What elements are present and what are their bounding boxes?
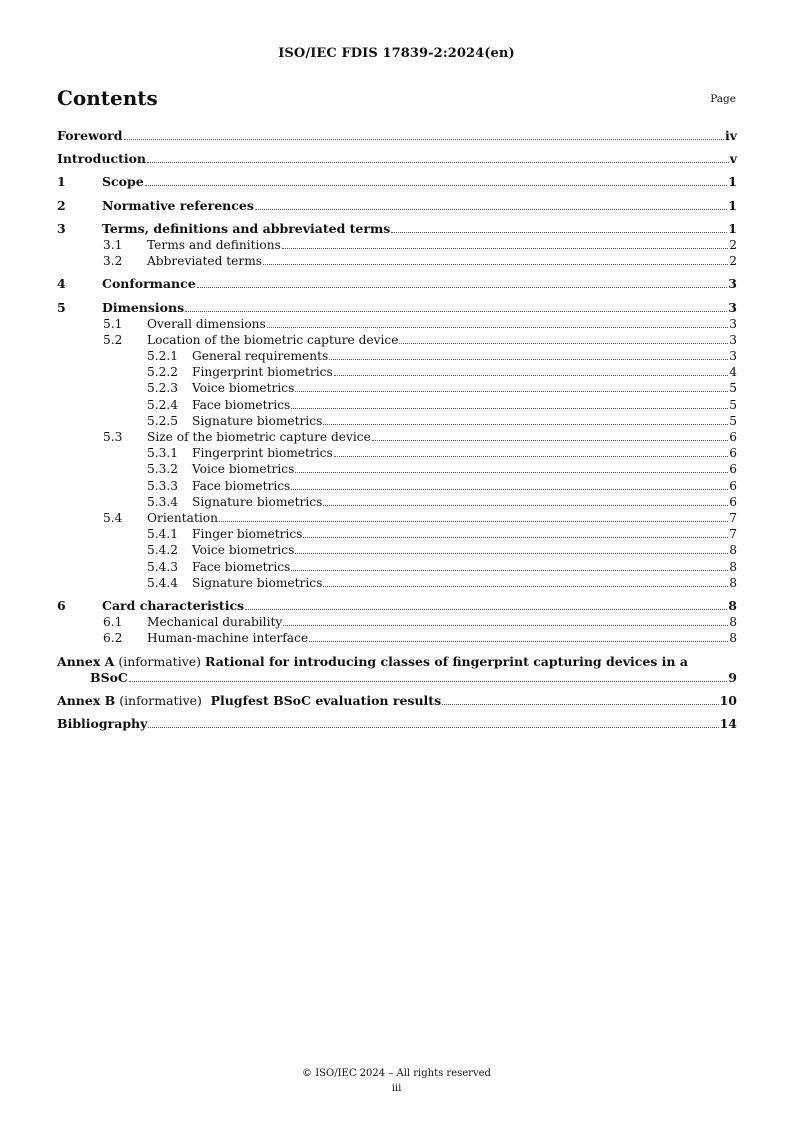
toc-entry-size[interactable]	[57, 429, 737, 445]
toc-entry-normative-references[interactable]	[57, 198, 737, 214]
toc-page: 7	[729, 527, 737, 542]
toc-entry-annex-b[interactable]	[57, 693, 737, 709]
toc-number: 2	[57, 197, 66, 213]
annex-title: Rational for introducing classes of fingerprint capturing devices in a	[205, 653, 688, 669]
toc-number: 5.2.3	[147, 381, 179, 396]
toc-number: 6	[57, 598, 66, 614]
annex-label: Annex A	[57, 653, 115, 669]
toc-title: Fingerprint biometrics	[192, 446, 333, 461]
dot-leader	[442, 704, 718, 705]
toc-page: 8	[728, 598, 737, 614]
toc-entry-orientation-finger[interactable]	[57, 526, 737, 542]
toc-page: 8	[729, 631, 737, 646]
toc-number: 5.4.2	[147, 543, 179, 558]
dot-leader	[329, 359, 728, 360]
dot-leader	[295, 553, 728, 554]
toc-page: 10	[719, 692, 737, 708]
toc-number: 1	[57, 174, 66, 190]
toc-number: 3	[57, 220, 66, 236]
toc-entry-mechanical-durability[interactable]	[57, 614, 737, 630]
toc-title: Terms and definitions	[147, 237, 281, 252]
toc-page: 8	[729, 615, 737, 630]
table-of-contents	[57, 128, 737, 732]
toc-title: Abbreviated terms	[147, 253, 263, 268]
toc-entry-general-requirements[interactable]	[57, 348, 737, 364]
toc-title: Finger biometrics	[192, 527, 303, 542]
toc-page: 6	[729, 494, 737, 509]
toc-title: Signature biometrics	[192, 494, 323, 509]
toc-number: 5.2.1	[147, 348, 179, 363]
dot-leader	[291, 489, 728, 490]
dot-leader	[147, 162, 729, 163]
toc-page: 6	[729, 462, 737, 477]
annex-kind: (informative)	[119, 692, 202, 708]
toc-number: 5.3	[103, 429, 123, 444]
toc-page: 6	[729, 446, 737, 461]
toc-entry-foreword[interactable]	[57, 128, 737, 144]
toc-page: 9	[728, 669, 737, 685]
toc-title: Mechanical durability	[147, 615, 283, 630]
dot-leader	[391, 232, 727, 233]
toc-title: Voice biometrics	[192, 462, 295, 477]
toc-entry-overall-dimensions[interactable]	[57, 316, 737, 332]
dot-leader	[263, 264, 728, 265]
toc-page: 1	[728, 174, 737, 190]
dot-leader	[323, 586, 728, 587]
toc-title: Face biometrics	[192, 478, 291, 493]
toc-title: Normative references	[102, 197, 254, 213]
toc-title: Orientation	[147, 510, 218, 525]
toc-entry-location-fingerprint[interactable]	[57, 364, 737, 380]
toc-entry-orientation-voice[interactable]	[57, 542, 737, 558]
toc-page: 1	[728, 220, 737, 236]
toc-page: 7	[729, 510, 737, 525]
toc-entry-location-voice[interactable]	[57, 380, 737, 396]
toc-entry-conformance[interactable]	[57, 276, 737, 292]
toc-title: Face biometrics	[192, 559, 291, 574]
dot-leader	[245, 609, 727, 610]
toc-entry-terms[interactable]	[57, 221, 737, 237]
toc-page: 5	[729, 397, 737, 412]
dot-leader	[323, 424, 728, 425]
toc-number: 5.4.4	[147, 575, 179, 590]
toc-title: Foreword	[57, 128, 123, 143]
toc-number: 5.4.1	[147, 527, 179, 542]
toc-page: 3	[729, 348, 737, 363]
toc-entry-scope[interactable]	[57, 174, 737, 190]
toc-number: 6.1	[103, 615, 123, 630]
toc-entry-bibliography[interactable]	[57, 716, 737, 732]
toc-page: 3	[728, 276, 737, 292]
dot-leader	[219, 521, 728, 522]
page-footer	[0, 1066, 793, 1096]
toc-number: 3.2	[103, 253, 123, 268]
toc-entry-size-face[interactable]	[57, 478, 737, 494]
document-header: ISO/IEC FDIS 17839-2:2024(en)	[278, 46, 515, 61]
toc-number: 5.3.2	[147, 462, 179, 477]
toc-entry-orientation-face[interactable]	[57, 559, 737, 575]
toc-page: 5	[729, 413, 737, 428]
annex-title: Plugfest BSoC evaluation results	[210, 692, 442, 708]
annex-a-continuation	[57, 670, 737, 686]
page-column-label: Page	[710, 93, 736, 105]
dot-leader	[309, 641, 728, 642]
dot-leader	[283, 625, 728, 626]
toc-number: 6.2	[103, 631, 123, 646]
toc-entry-location[interactable]	[57, 332, 737, 348]
toc-title: Human-machine interface	[147, 631, 309, 646]
toc-number: 3.1	[103, 237, 123, 252]
toc-page: 3	[729, 332, 737, 347]
toc-page: 2	[729, 253, 737, 268]
toc-page: 8	[729, 559, 737, 574]
dot-leader	[197, 287, 728, 288]
toc-number: 5.3.4	[147, 494, 179, 509]
toc-entry-abbreviated-terms[interactable]	[57, 253, 737, 269]
toc-title: Scope	[102, 174, 144, 190]
toc-entry-size-voice[interactable]	[57, 461, 737, 477]
toc-number: 5.2.5	[147, 413, 179, 428]
toc-page: iv	[724, 128, 737, 143]
toc-number: 5	[57, 299, 66, 315]
toc-title: Signature biometrics	[192, 413, 323, 428]
toc-number: 5.1	[103, 316, 123, 331]
toc-page: 6	[729, 478, 737, 493]
toc-title: Introduction	[57, 151, 147, 167]
toc-page: 14	[719, 716, 737, 732]
dot-leader	[399, 343, 728, 344]
dot-leader	[145, 185, 728, 186]
toc-page: 8	[729, 575, 737, 590]
toc-number: 5.4	[103, 510, 123, 525]
annex-title-continued: BSoC	[90, 669, 128, 685]
toc-page: 1	[728, 197, 737, 213]
toc-entry-introduction[interactable]	[57, 151, 737, 167]
toc-page: v	[729, 151, 737, 167]
toc-title: Location of the biometric capture device	[147, 332, 399, 347]
copyright-notice: © ISO/IEC 2024 – All rights reserved	[302, 1068, 491, 1079]
annex-a-heading-line	[57, 654, 737, 670]
toc-page: 8	[729, 543, 737, 558]
toc-title: Bibliography	[57, 716, 148, 732]
dot-leader	[185, 311, 727, 312]
toc-entry-location-face[interactable]	[57, 397, 737, 413]
toc-number: 5.2.4	[147, 397, 179, 412]
toc-number: 5.3.3	[147, 478, 179, 493]
toc-entry-annex-a[interactable]	[57, 654, 737, 686]
toc-title: Dimensions	[102, 299, 185, 315]
toc-page: 3	[728, 299, 737, 315]
toc-page: 5	[729, 381, 737, 396]
dot-leader	[295, 391, 728, 392]
toc-title: General requirements	[192, 348, 329, 363]
dot-leader	[255, 209, 727, 210]
dot-leader	[291, 408, 728, 409]
dot-leader	[295, 472, 728, 473]
toc-page: 3	[729, 316, 737, 331]
toc-title: Fingerprint biometrics	[192, 365, 333, 380]
dot-leader	[148, 727, 718, 728]
contents-title: Contents	[57, 86, 158, 110]
dot-leader	[267, 327, 728, 328]
toc-number: 5.3.1	[147, 446, 179, 461]
toc-page: 4	[729, 365, 737, 380]
toc-page: 2	[729, 237, 737, 252]
dot-leader	[334, 456, 729, 457]
dot-leader	[291, 570, 728, 571]
toc-entry-location-signature[interactable]	[57, 413, 737, 429]
dot-leader	[282, 248, 728, 249]
toc-number: 5.2.2	[147, 365, 179, 380]
dot-leader	[303, 537, 728, 538]
toc-title: Signature biometrics	[192, 575, 323, 590]
toc-entry-terms-definitions[interactable]	[57, 237, 737, 253]
dot-leader	[372, 440, 728, 441]
toc-title: Face biometrics	[192, 397, 291, 412]
toc-title: Size of the biometric capture device	[147, 429, 371, 444]
toc-entry-orientation[interactable]	[57, 510, 737, 526]
page-number: iii	[391, 1083, 402, 1094]
toc-entry-size-fingerprint[interactable]	[57, 445, 737, 461]
toc-title: Voice biometrics	[192, 381, 295, 396]
toc-page: 6	[729, 429, 737, 444]
toc-title: Overall dimensions	[147, 316, 266, 331]
toc-number: 5.4.3	[147, 559, 179, 574]
dot-leader	[323, 505, 728, 506]
toc-title: Card characteristics	[102, 598, 245, 614]
toc-entry-card-characteristics[interactable]	[57, 598, 737, 614]
annex-kind: (informative)	[118, 653, 202, 669]
toc-title: Voice biometrics	[192, 543, 295, 558]
toc-entry-human-machine-interface[interactable]	[57, 630, 737, 646]
toc-title: Terms, definitions and abbreviated terms	[102, 220, 391, 236]
dot-leader	[129, 681, 727, 682]
toc-entry-orientation-signature[interactable]	[57, 575, 737, 591]
toc-number: 5.2	[103, 332, 123, 347]
dot-leader	[334, 375, 729, 376]
toc-entry-dimensions[interactable]	[57, 300, 737, 316]
toc-title: Conformance	[102, 276, 196, 292]
annex-label: Annex B	[57, 692, 116, 708]
dot-leader	[124, 139, 724, 140]
toc-number: 4	[57, 276, 66, 292]
toc-entry-size-signature[interactable]	[57, 494, 737, 510]
